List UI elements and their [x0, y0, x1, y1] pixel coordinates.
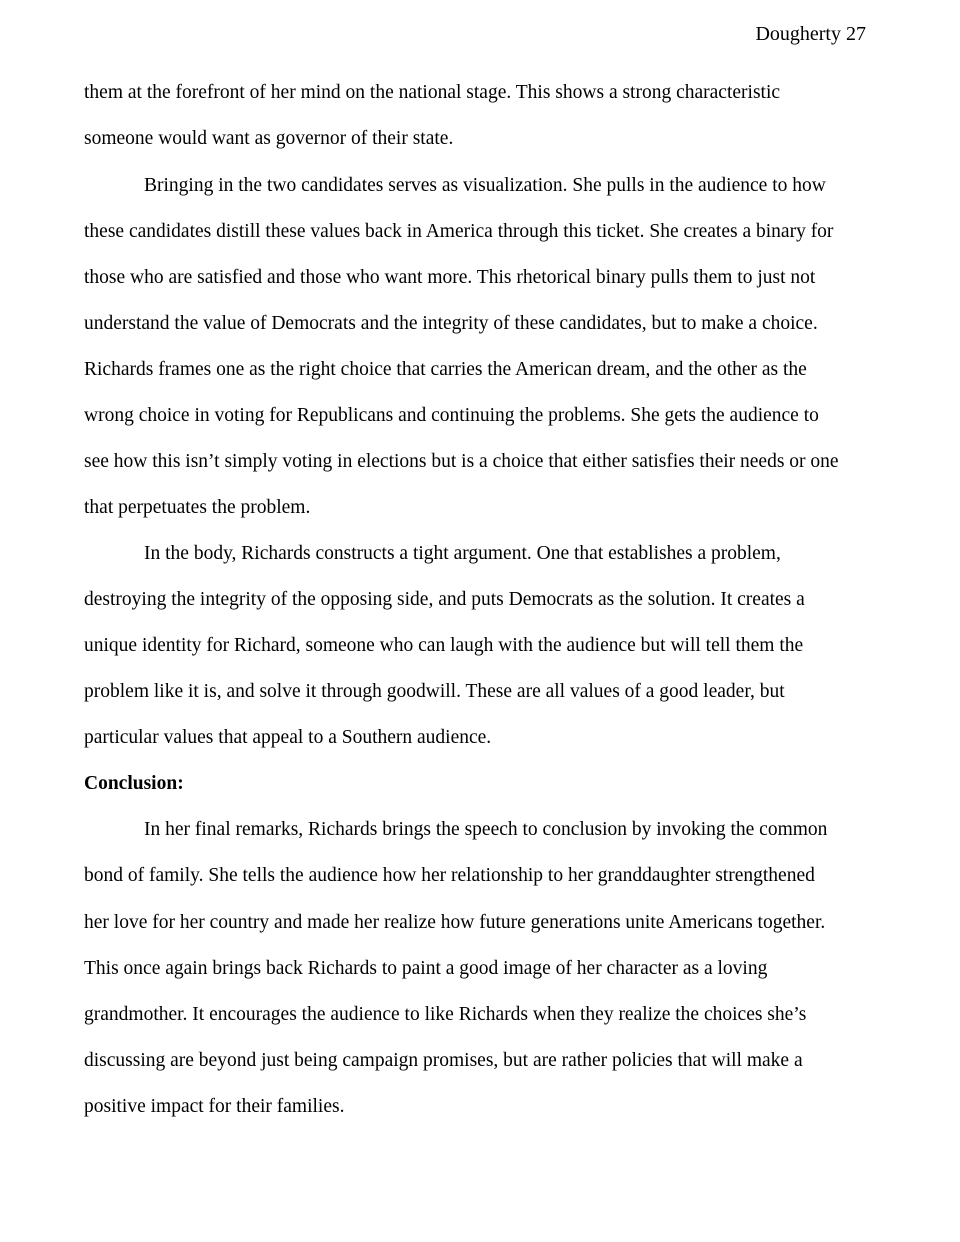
text-line: positive impact for their families. [84, 1096, 345, 1117]
text-line: unique identity for Richard, someone who can laugh with the audience but will tell them the [84, 635, 804, 656]
page-header: Dougherty 27 [755, 23, 866, 45]
text-line: grandmother. It encourages the audience to like Richards when they realize the choices she’s [84, 1004, 807, 1025]
text-line: bond of family. She tells the audience how her relationship to her granddaughter strengthened [84, 865, 815, 886]
paragraph-first-line: Bringing in the two candidates serves as visualization. She pulls in the audience to how [144, 175, 826, 196]
text-line: understand the value of Democrats and the integrity of these candidates, but to make a choice. [84, 313, 818, 334]
text-line: see how this isn’t simply voting in elections but is a choice that either satisfies their needs or one [84, 451, 839, 472]
text-line: these candidates distill these values back in America through this ticket. She creates a binary for [84, 221, 834, 242]
text-line: destroying the integrity of the opposing side, and puts Democrats as the solution. It creates a [84, 589, 805, 610]
section-heading: Conclusion: [84, 773, 184, 794]
text-line: This once again brings back Richards to paint a good image of her character as a loving [84, 958, 768, 979]
paragraph-first-line: In the body, Richards constructs a tight argument. One that establishes a problem, [144, 543, 781, 564]
text-line: them at the forefront of her mind on the national stage. This shows a strong characteristic [84, 82, 781, 103]
text-line: someone would want as governor of their state. [84, 128, 454, 149]
text-line: that perpetuates the problem. [84, 497, 311, 518]
text-line: problem like it is, and solve it through goodwill. These are all values of a good leader, but [84, 681, 785, 702]
text-line: discussing are beyond just being campaign promises, but are rather policies that will make a [84, 1050, 803, 1071]
paragraph-first-line: In her final remarks, Richards brings the speech to conclusion by invoking the common [144, 819, 828, 840]
text-line: her love for her country and made her realize how future generations unite Americans together. [84, 912, 826, 933]
text-line: Richards frames one as the right choice that carries the American dream, and the other as the [84, 359, 807, 380]
text-line: those who are satisfied and those who want more. This rhetorical binary pulls them to just not [84, 267, 816, 288]
text-line: particular values that appeal to a Southern audience. [84, 727, 492, 748]
text-line: wrong choice in voting for Republicans and continuing the problems. She gets the audience to [84, 405, 819, 426]
